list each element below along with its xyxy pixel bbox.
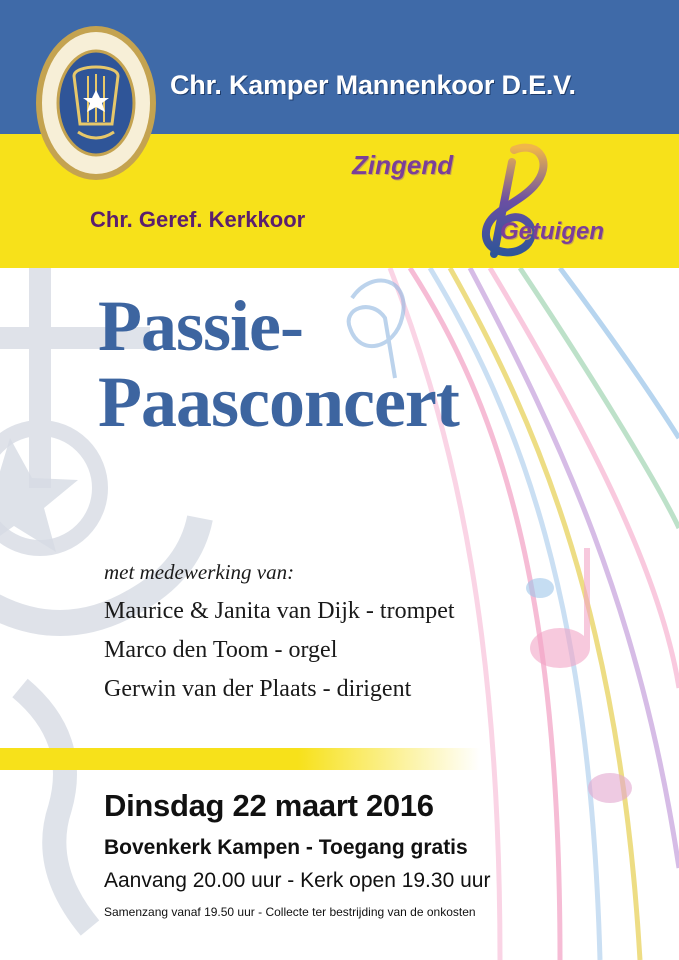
choir-seal-logo <box>34 24 158 182</box>
cooperation-intro: met medewerking van: <box>104 560 295 584</box>
performer-list <box>104 592 455 709</box>
event-note: Samenzang vanaf 19.50 uur - Collecte ter bestrijding van de onkosten <box>104 905 476 919</box>
concert-title-line1: Passie- <box>98 286 303 366</box>
yellow-divider <box>0 748 480 770</box>
concert-title <box>98 288 459 440</box>
performer-item: Marco den Toom - orgel <box>104 637 338 663</box>
event-times: Aanvang 20.00 uur - Kerk open 19.30 uur <box>104 869 491 892</box>
organization-title: Chr. Kamper Mannenkoor D.E.V. <box>170 70 576 100</box>
event-venue: Bovenkerk Kampen - Toegang gratis <box>104 836 468 859</box>
faint-music-notes-icon <box>526 548 632 803</box>
performer-item: Maurice & Janita van Dijk - trompet <box>104 598 455 624</box>
event-date: Dinsdag 22 maart 2016 <box>104 788 434 823</box>
performer-item: Gerwin van der Plaats - dirigent <box>104 676 412 702</box>
church-choir-name: Chr. Geref. Kerkkoor <box>90 207 306 232</box>
logo-getuigen: Getuigen <box>500 218 605 245</box>
logo-zingend: Zingend <box>352 150 454 180</box>
concert-title-line2: Paasconcert <box>98 362 459 442</box>
